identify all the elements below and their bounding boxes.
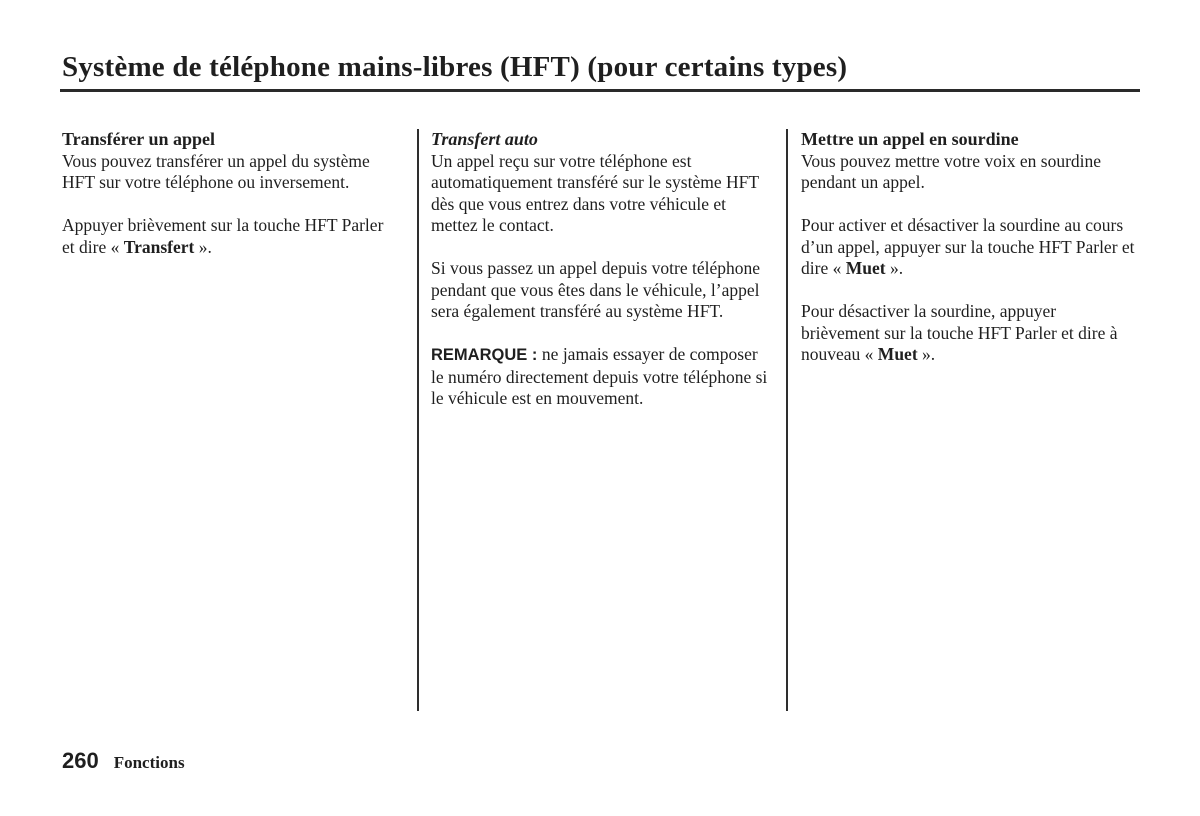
remark-paragraph	[431, 344, 770, 410]
text-segment: ne jamais essayer de composer le numéro directement depuis votre téléphone si le véhicule est en mouvement.	[431, 344, 768, 409]
text-segment: Vous pouvez mettre votre voix en sourdine pendant un appel.	[801, 150, 1102, 193]
title-rule	[60, 89, 1140, 92]
content-columns	[62, 129, 1142, 711]
column-mettre-appel-sourdine	[788, 129, 1140, 711]
column-heading: Transfert auto	[431, 129, 538, 150]
text-segment: Si vous passez un appel depuis votre téléphone pendant que vous êtes dans le véhicule, l’appel sera également transféré au système HFT.	[431, 258, 761, 322]
text-segment: ».	[194, 236, 212, 257]
page-number: 260	[62, 748, 99, 774]
paragraph	[801, 151, 1138, 194]
text-segment: Pour activer et désactiver la sourdine au cours d’un appel, appuyer sur la touche HFT Parler et dire «	[801, 215, 1135, 279]
text-segment: Pour désactiver la sourdine, appuyer brièvement sur la touche HFT Parler et dire à nouveau «	[801, 301, 1118, 365]
text-segment: Vous pouvez transférer un appel du système HFT sur votre téléphone ou inversement.	[62, 150, 370, 193]
column-transferer-un-appel	[62, 129, 417, 711]
footer-section-label: Fonctions	[113, 753, 185, 773]
page-title: Système de téléphone mains-libres (HFT) (pour certains types)	[62, 51, 848, 83]
paragraph	[801, 301, 1138, 366]
text-segment: Un appel reçu sur votre téléphone est automatiquement transféré sur le système HFT dès que vous entrez dans votre véhicule et mettez le contact.	[431, 150, 759, 236]
paragraph	[62, 215, 395, 258]
voice-command-term: Muet	[845, 258, 886, 279]
column-heading: Mettre un appel en sourdine	[801, 129, 1019, 150]
voice-command-term: Muet	[877, 344, 918, 365]
text-segment: ».	[885, 258, 904, 279]
text-segment: Appuyer brièvement sur la touche HFT Parler et dire «	[62, 215, 384, 257]
paragraph	[431, 151, 770, 237]
remark-label: REMARQUE :	[431, 346, 542, 365]
paragraph	[62, 151, 395, 194]
text-segment: ».	[917, 344, 936, 365]
column-transfert-auto	[419, 129, 786, 711]
paragraph	[801, 215, 1138, 280]
voice-command-term: Transfert	[123, 236, 195, 257]
column-heading: Transférer un appel	[62, 129, 216, 150]
page-footer	[62, 748, 1200, 774]
paragraph	[431, 258, 770, 323]
